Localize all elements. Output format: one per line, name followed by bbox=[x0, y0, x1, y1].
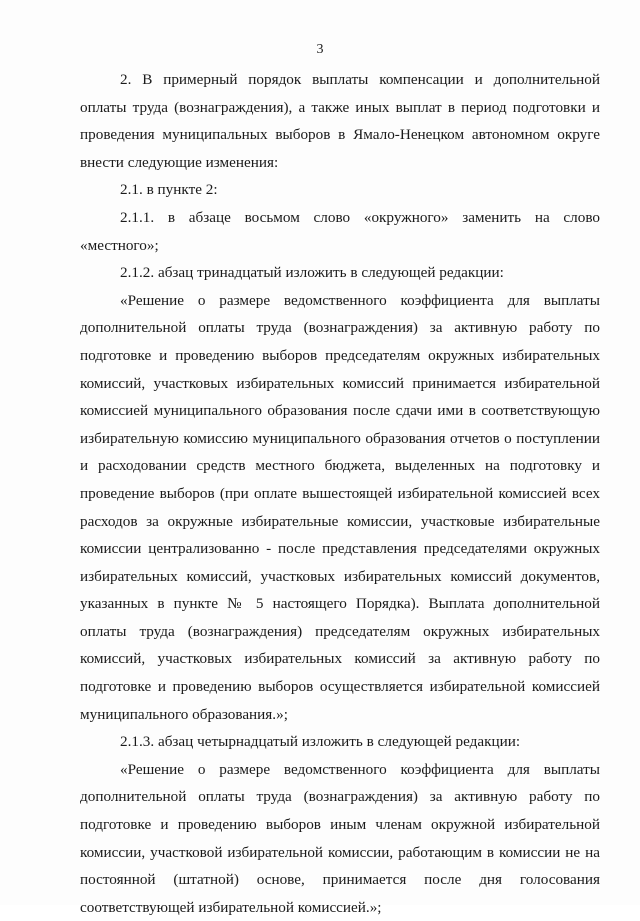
paragraph-2-1-2: 2.1.2. абзац тринадцатый изложить в следующей редакции: bbox=[120, 264, 504, 282]
document-body bbox=[80, 66, 600, 921]
paragraph-2-1-1: 2.1.1. в абзаце восьмом слово «окружного» заменить на слово «местного»; bbox=[80, 208, 600, 254]
paragraph-2-1: 2.1. в пункте 2: bbox=[120, 181, 218, 199]
paragraph-quote-fourteenth: «Решение о размере ведомственного коэффициента для выплаты дополнительной оплаты труда (вознаграждения) за активную работу по подготовке и проведению выборов иным членам окружной избирательной комиссии, участковой избирательной комиссии, работающим в комиссии не на постоянной (штатной) основе, принимается после дня голосования соответствующей избирательной комиссией.»; bbox=[80, 760, 600, 916]
paragraph-2-1-3: 2.1.3. абзац четырнадцатый изложить в следующей редакции: bbox=[120, 733, 521, 751]
paragraph-quote-thirteenth: «Решение о размере ведомственного коэффициента для выплаты дополнительной оплаты труда (вознаграждения) за активную работу по подготовке и проведению выборов председателям окружных избирательных комиссий, участковых избирательных комиссий принимается избирательной комиссией муниципального образования после сдачи ими в соответствующую избирательную комиссию муниципального образования отчетов о поступлении и расходовании средств местного бюджета, выделенных на подготовку и проведение выборов (при оплате вышестоящей избирательной комиссией всех расходов за окружные избирательные комиссии, участковые избирательные комиссии централизованно - после представления председателями окружных избирательных комиссий, участковых избирательных комиссий документов, указанных в пункте № 5 настоящего Порядка). Выплата дополнительной оплаты труда (вознаграждения) председателям окружных избирательных комиссий, участковых избирательных комиссий за активную работу по подготовке и проведению выборов осуществляется избирательной комиссией муниципального образования.»; bbox=[80, 291, 600, 723]
page-number: 3 bbox=[316, 42, 324, 57]
paragraph-amendment-intro: 2. В примерный порядок выплаты компенсации и дополнительной оплаты труда (вознаграждения), а также иных выплат в период подготовки и проведения муниципальных выборов в Ямало-Ненецком автономном округе внести следующие изменения: bbox=[80, 71, 600, 171]
